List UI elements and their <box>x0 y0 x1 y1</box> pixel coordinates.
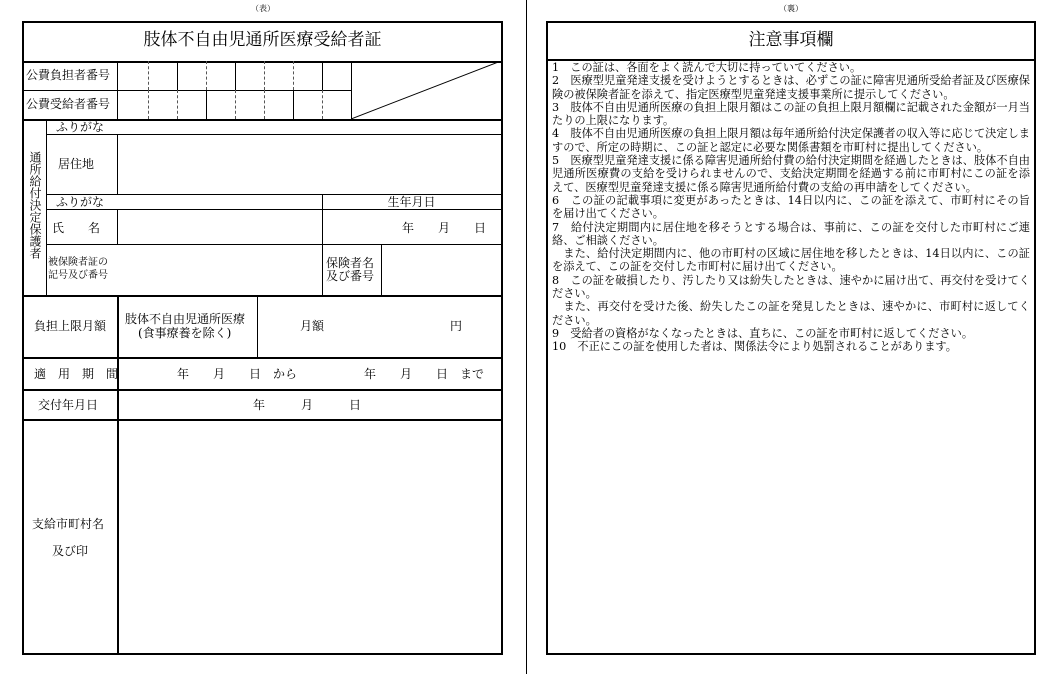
note-item: 10 不正にこの証を使用した者は、関係法令により処罰されることがあります。 <box>552 340 957 354</box>
insured-card-label-1: 被保険者証の <box>48 257 108 268</box>
guardian-vertical-label: 通所給付決定保護者 <box>28 151 42 259</box>
note-item: 5 医療型児童発達支援に係る障害児通所給付費の給付決定期間を経過したときは、肢体不自由児通所医療費の支給を受けられませんので、支給決定期間を経過する前に市町村にこの証を添えて、医療型児童発達支援に係る障害児通所給付費の支給の再申請をしてください。 <box>552 154 1030 194</box>
note-item: 9 受給者の資格がなくなったときは、直ちに、この証を市町村に返してください。 <box>552 326 974 340</box>
yen-label: 円 <box>450 319 463 333</box>
insurer-label-2: 及び番号 <box>326 269 375 283</box>
back-notes-form <box>546 21 1036 655</box>
note-item: 7 給付決定期間内に居住地を移そうとする場合は、事前に、この証を交付した市町村にご連絡、ご相談ください。 <box>552 220 1030 247</box>
address-label: 居住地 <box>58 157 95 171</box>
municipality-label-2: 及び印 <box>52 544 89 558</box>
note-item: 1 この証は、各面をよく読んで大切に持っていてください。 <box>552 61 862 74</box>
note-item: また、再交付を受けた後、紛失したこの証を発見したときは、速やかに、市町村に返してください。 <box>552 300 1030 327</box>
payer-number-label: 公費負担者番号 <box>26 68 111 82</box>
name-label: 氏 名 <box>52 221 101 235</box>
note-item: 6 この証の記載事項に変更があったときは、14日以内に、この証を添えて、市町村にその旨を届け出てください。 <box>552 193 1030 221</box>
period-label: 適 用 期 間 <box>34 367 119 381</box>
limit-label: 負担上限月額 <box>34 319 107 333</box>
birthdate-label: 生年月日 <box>387 195 436 209</box>
note-item: 4 肢体不自由児通所医療の負担上限月額は毎年通所給付決定保護者の収入等に応じて決定しますので、所定の時期に、この証と認定に必要な関係書類を市町村に提出してください。 <box>552 127 1030 154</box>
front-certificate-form <box>22 21 503 655</box>
front-side-label: （表） <box>251 4 275 13</box>
issue-date: 年 月 日 <box>253 398 362 412</box>
furigana-label-2: ふりがな <box>56 195 105 209</box>
insured-card-label-2: 記号及び番号 <box>48 270 108 281</box>
note-item: 2 医療型児童発達支援を受けようとするときは、必ずこの証に障害児通所受給者証及び医療保険の被保険者証を添えて、指定医療型児童発達支援事業所に提示してください。 <box>552 74 1030 101</box>
note-item: 3 肢体不自由児通所医療の負担上限月額はこの証の負担上限月額欄に記載された金額が一月当たりの上限になります。 <box>552 100 1030 128</box>
limit-desc-2: (食事療養を除く) <box>138 326 232 340</box>
period-to: 年 月 日 まで <box>364 367 485 381</box>
recipient-number-label: 公費受給者番号 <box>26 97 111 111</box>
note-item: また、給付決定期間内に、他の市町村の区域に居住地を移したときは、14日以内に、この証を添えて、この証を交付した市町村に届け出てください。 <box>552 247 1030 274</box>
notes-list <box>552 61 1030 354</box>
diagonal-slash <box>351 61 501 119</box>
issue-label: 交付年月日 <box>38 398 99 412</box>
back-title: 注意事項欄 <box>748 30 834 50</box>
page-divider <box>526 0 527 674</box>
birthdate-value: 年 月 日 <box>402 221 487 235</box>
monthly-label: 月額 <box>300 319 325 333</box>
back-side-label: （裏） <box>779 4 803 13</box>
insurer-label-1: 保険者名 <box>326 256 375 270</box>
limit-desc-1: 肢体不自由児通所医療 <box>125 312 246 326</box>
municipality-label-1: 支給市町村名 <box>32 517 105 531</box>
front-title: 肢体不自由児通所医療受給者証 <box>143 30 382 50</box>
period-from: 年 月 日 から <box>177 367 298 381</box>
furigana-label-1: ふりがな <box>56 120 105 134</box>
note-item: 8 この証を破損したり、汚したり又は紛失したときは、速やかに届け出て、再交付を受けてください。 <box>552 273 1030 301</box>
